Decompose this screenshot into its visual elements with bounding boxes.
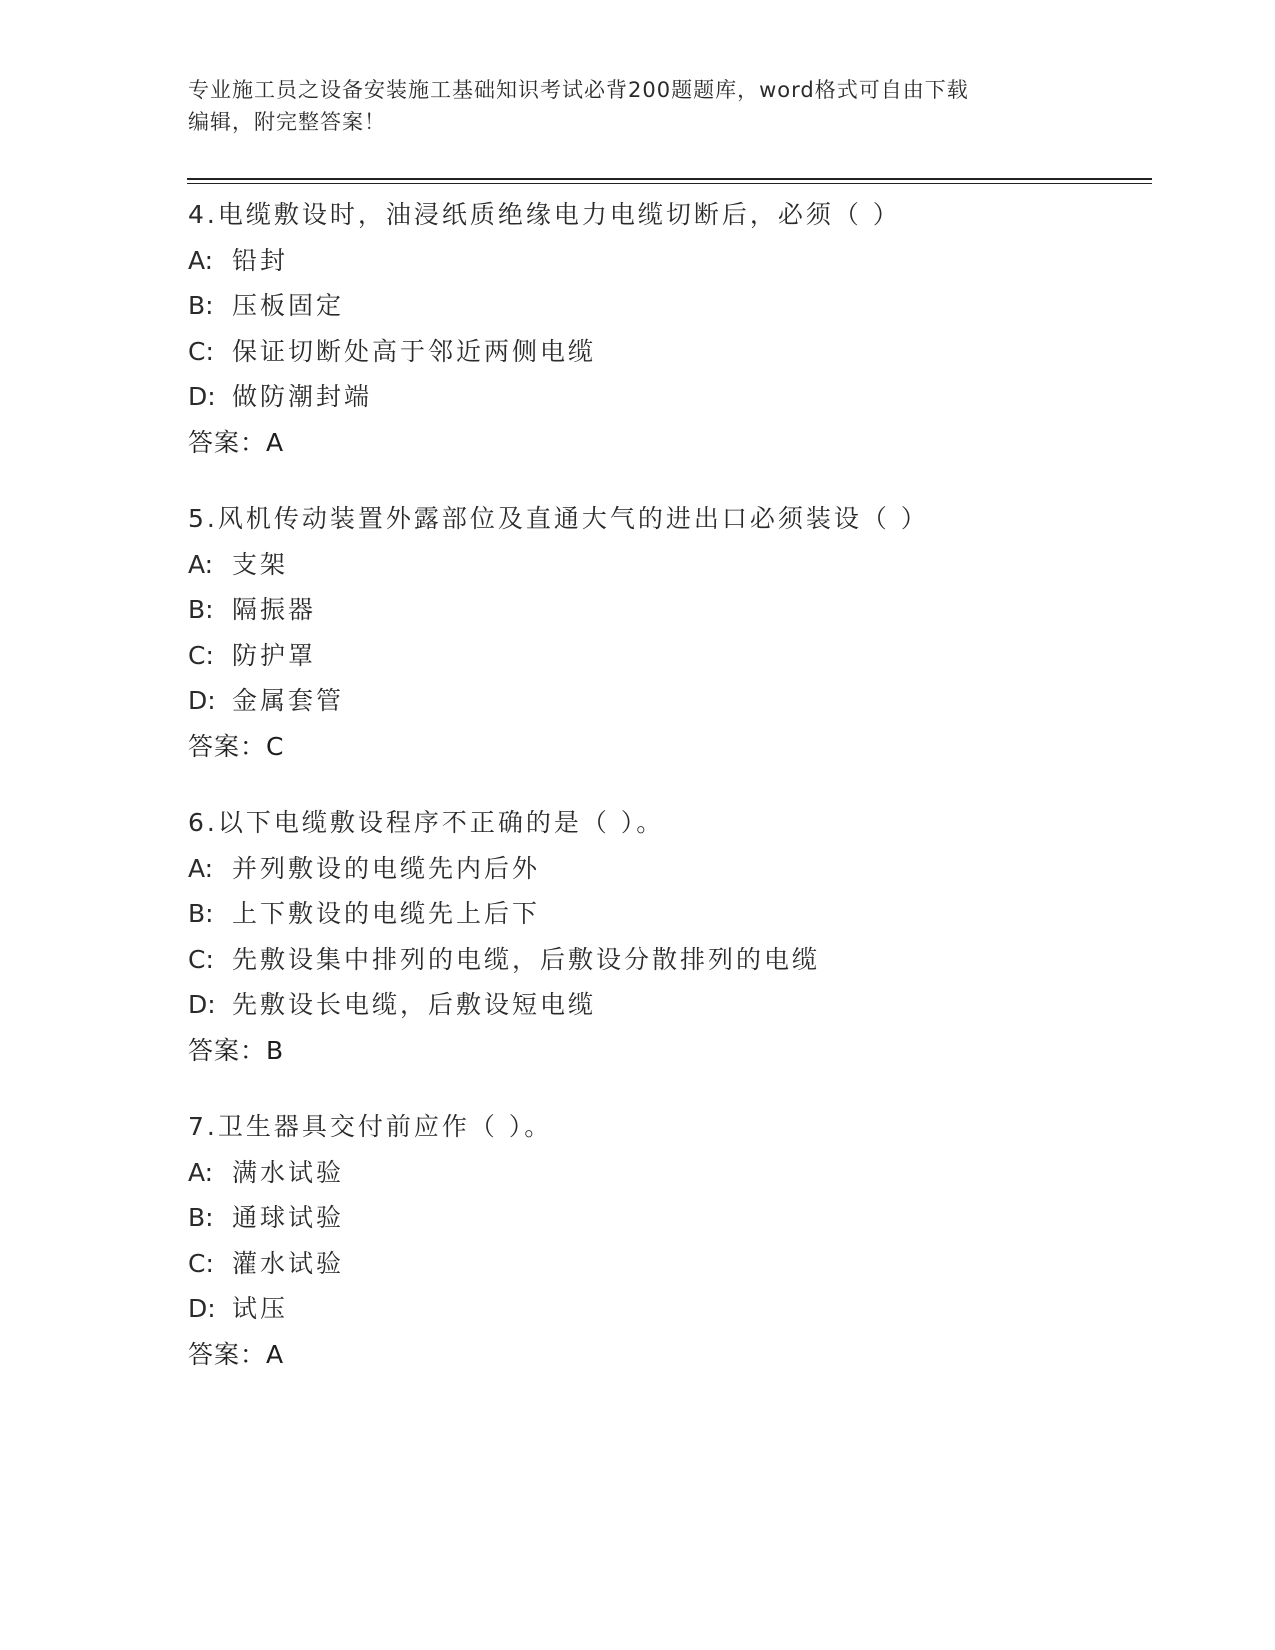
option-label: C: bbox=[188, 944, 214, 974]
question-stem: 6.以下电缆敷设程序不正确的是（ ）。 bbox=[188, 808, 665, 837]
option-label: A: bbox=[188, 1157, 214, 1187]
option-label: B: bbox=[188, 595, 214, 624]
option-text: 铅封 bbox=[232, 245, 289, 275]
option-text: 并列敷设的电缆先内后外 bbox=[232, 853, 541, 883]
option-label: D: bbox=[188, 382, 216, 411]
option-text: 灌水试验 bbox=[232, 1248, 345, 1278]
header-divider-thin bbox=[187, 183, 1152, 184]
option-text: 隔振器 bbox=[232, 595, 317, 624]
option-b bbox=[188, 283, 1148, 329]
option-label: C: bbox=[188, 1248, 214, 1278]
option-c bbox=[188, 1241, 1148, 1287]
option-c bbox=[188, 633, 1148, 679]
option-label: D: bbox=[188, 1294, 216, 1323]
option-text: 满水试验 bbox=[232, 1157, 345, 1187]
option-d bbox=[188, 1286, 1148, 1332]
option-label: D: bbox=[188, 990, 216, 1019]
answer: 答案：C bbox=[188, 731, 285, 761]
option-c bbox=[188, 329, 1148, 375]
answer: 答案：B bbox=[188, 1035, 285, 1065]
option-a bbox=[188, 846, 1148, 892]
option-d bbox=[188, 982, 1148, 1028]
option-a bbox=[188, 238, 1148, 284]
option-c bbox=[188, 937, 1148, 983]
option-label: D: bbox=[188, 686, 216, 715]
document-header bbox=[188, 74, 1088, 138]
header-line-1: 专业施工员之设备安装施工基础知识考试必背200题题库，word格式可自由下载 bbox=[188, 78, 969, 102]
option-text: 先敷设长电缆，后敷设短电缆 bbox=[232, 990, 597, 1019]
option-text: 压板固定 bbox=[232, 291, 345, 320]
option-text: 金属套管 bbox=[232, 686, 345, 715]
question-block-6 bbox=[188, 800, 1148, 1073]
option-text: 防护罩 bbox=[232, 640, 317, 670]
option-text: 保证切断处高于邻近两侧电缆 bbox=[232, 336, 597, 366]
question-block-7 bbox=[188, 1104, 1148, 1377]
option-label: A: bbox=[188, 549, 214, 579]
option-text: 支架 bbox=[232, 549, 289, 579]
option-label: C: bbox=[188, 640, 214, 670]
option-text: 上下敷设的电缆先上后下 bbox=[232, 899, 541, 928]
question-stem: 7.卫生器具交付前应作（ ）。 bbox=[188, 1112, 553, 1141]
header-divider-thick bbox=[187, 178, 1152, 180]
option-label: C: bbox=[188, 336, 214, 366]
option-text: 试压 bbox=[232, 1294, 289, 1323]
option-text: 做防潮封端 bbox=[232, 382, 373, 411]
option-label: A: bbox=[188, 245, 214, 275]
question-list bbox=[188, 192, 1148, 1408]
option-d bbox=[188, 678, 1148, 724]
question-stem: 4.电缆敷设时，油浸纸质绝缘电力电缆切断后，必须（ ） bbox=[188, 200, 901, 229]
option-a bbox=[188, 542, 1148, 588]
question-stem: 5.风机传动装置外露部位及直通大气的进出口必须装设（ ） bbox=[188, 504, 929, 533]
option-text: 先敷设集中排列的电缆，后敷设分散排列的电缆 bbox=[232, 944, 821, 974]
option-label: B: bbox=[188, 291, 214, 320]
question-block-5 bbox=[188, 496, 1148, 769]
option-label: B: bbox=[188, 899, 214, 928]
option-label: B: bbox=[188, 1203, 214, 1232]
option-b bbox=[188, 891, 1148, 937]
answer: 答案：A bbox=[188, 1339, 285, 1369]
question-block-4 bbox=[188, 192, 1148, 465]
option-b bbox=[188, 587, 1148, 633]
option-label: A: bbox=[188, 853, 214, 883]
option-b bbox=[188, 1195, 1148, 1241]
header-line-2: 编辑，附完整答案！ bbox=[188, 110, 386, 134]
answer: 答案：A bbox=[188, 427, 285, 457]
option-d bbox=[188, 374, 1148, 420]
option-text: 通球试验 bbox=[232, 1203, 345, 1232]
option-a bbox=[188, 1150, 1148, 1196]
